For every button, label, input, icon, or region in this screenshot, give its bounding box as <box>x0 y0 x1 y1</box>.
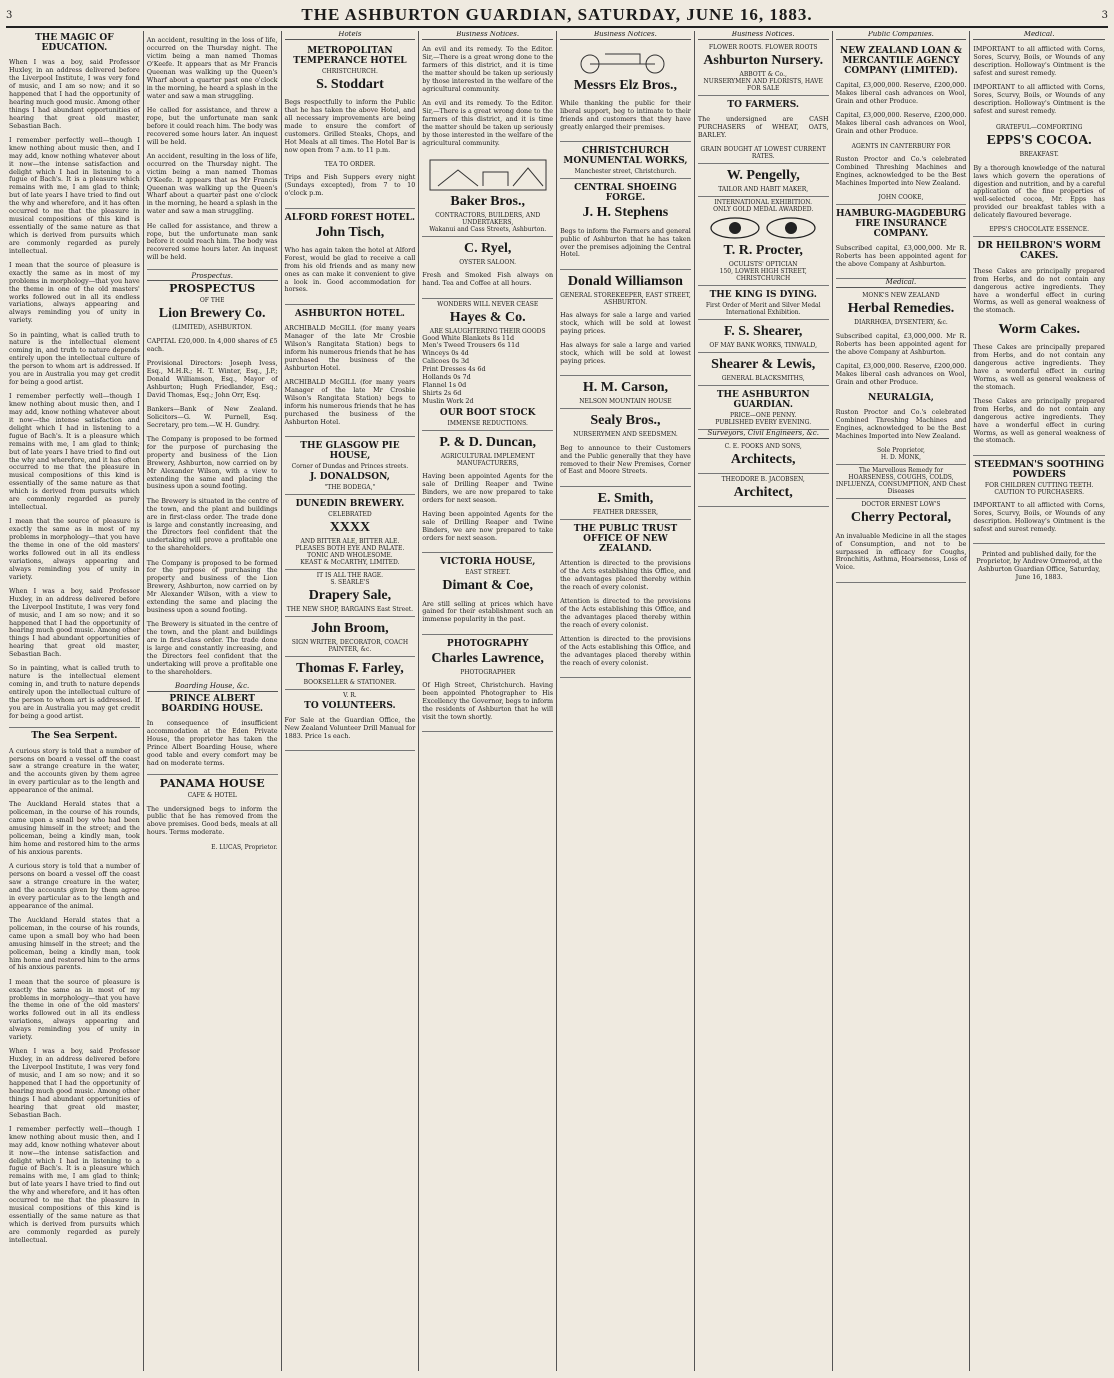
article-paragraph: The Brewery is situated in the centre of the town, and the plant and buildings are in first-class order. The trade done is large and constantly increasing, and the Directors feel confident that the undertaking will prove a profitable one to the shareholders. <box>146 496 278 553</box>
ad-sub: NURSERYMEN AND FLORISTS, HAVE FOR SALE <box>703 77 823 92</box>
ad-sub: PRICE—ONE PENNY. <box>730 412 797 420</box>
ad-sub: HOARSENESS, COUGHS, COLDS, INFLUENZA, CONSUMPTION, AND Chest Diseases <box>835 474 967 496</box>
ad-text: In consequence of insufficient accommodation at the Eden Private House, the proprietor has taken the Prince Albert Boarding House, where good table and every comfort may be had on moderate terms. <box>146 719 278 767</box>
ad-block <box>285 657 416 690</box>
column-1 <box>6 31 144 1371</box>
ad-block <box>836 42 967 205</box>
column-3 <box>282 31 420 1371</box>
column-6 <box>695 31 833 1371</box>
price-item: Good White Blankets 8s 11d <box>422 333 515 342</box>
ad-sub: ARE SLAUGHTERING THEIR GOODS <box>429 327 546 335</box>
ad-sub: PLEASES BOTH EYE AND PALATE. <box>295 544 405 552</box>
ad-title: STEEDMAN'S SOOTHING POWDERS <box>974 459 1105 480</box>
ad-block <box>560 409 691 486</box>
ad-block <box>973 456 1105 544</box>
ad-block <box>836 290 967 465</box>
ad-sub: EPPS'S CHOCOLATE ESSENCE. <box>989 226 1090 234</box>
ad-text: The undersigned begs to inform the public that he has removed from the above premises. Good beds, meals at all hours. Terms moderate. <box>146 804 278 837</box>
section-head: Medical. <box>973 31 1105 40</box>
column-8 <box>970 31 1108 1371</box>
ad-block <box>422 431 553 553</box>
ad-block <box>285 437 416 495</box>
column-5 <box>557 31 695 1371</box>
ad-sub: CONTRACTORS, BUILDERS, AND UNDERTAKERS, <box>435 211 541 226</box>
ad-title: NEW ZEALAND LOAN & MERCANTILE AGENCY COMPANY (LIMITED). <box>840 45 962 76</box>
ad-sub: EAST STREET. <box>465 569 511 577</box>
ad-text: Has always for sale a large and varied stock, which will be sold at lowest paying prices. <box>560 341 691 366</box>
ad-name: J. H. Stephens <box>582 205 669 221</box>
ad-block <box>698 286 829 320</box>
bankers: Bankers—Bank of New Zealand. Solicitors—G. W. Purnell, Esq. Secretary, pro tem.—W. H. Gundry. <box>146 404 278 429</box>
ad-sub: BREAKFAST. <box>1019 151 1059 159</box>
ad-sub: SIGN WRITER, DECORATOR, COACH PAINTER, &c. <box>291 638 409 653</box>
ad-sub: Manchester street, Christchurch. <box>574 168 677 176</box>
ad-name: Herbal Remedies. <box>847 301 955 317</box>
article-paragraph: When I was a boy, said Professor Huxley, in an address delivered before the Liverpool Institute, I was very fond of music, and I am so now; and it so happened that I had the opportunity of hearing much good music. Among other things I had abundant opportunities of hearing that great old master, Sebastian Bach. <box>9 1047 140 1119</box>
article-paragraph: IMPORTANT to all afflicted with Corns, Sores, Scurvy, Boils, or Wounds of any description. Holloway's Ointment is the safest and surest remedy. <box>973 45 1105 78</box>
building-engraving-icon <box>428 158 548 192</box>
ad-sub: CELEBRATED <box>328 510 372 518</box>
ad-text: By a thorough knowledge of the natural laws which govern the operations of digestion and nutrition, and by a careful application of the fine properties of well-selected cocoa, Mr. Epps has provided our breakfast tables with a delicately flavoured beverage. <box>973 163 1105 220</box>
ad-title: THE PUBLIC TRUST OFFICE OF NEW ZEALAND. <box>573 523 678 554</box>
ad-name: Architect, <box>733 485 793 501</box>
price-item: Calicoes 0s 3d <box>422 357 470 366</box>
ad-text: Are still selling at prices which have gained for their establishment such an immense popularity in the past. <box>422 599 554 624</box>
ad-text: These Cakes are principally prepared from Herbs, and do not contain any dangerous active ingredients. They have a wonderful effect in curing Worms, as well as general weakness of the stomach. <box>973 343 1105 391</box>
ad-title: THE GLASGOW PIE HOUSE, <box>300 440 400 461</box>
ad-text: ARCHIBALD McGILL (for many years Manager of the late Mr Crosbie Wilson's Rangitata Station) begs to inform his numerous friends that he has purchased the business of the Ashburton Hotel. <box>284 377 416 426</box>
article-title: THE MAGIC OF EDUCATION. <box>35 33 114 53</box>
article-paragraph: So in painting, what is called truth to nature is the intellectual element coming in, and truth to nature depends entirely upon the intellectual culture of the person to whom art is addressed. If you are in Australia you may get credit for being a good artist. <box>9 664 140 720</box>
ad-sub: AGENTS IN CANTERBURY FOR <box>851 142 951 150</box>
ad-name: Cherry Pectoral, <box>850 510 952 526</box>
ad-sub: OCULISTS' OPTICIAN <box>728 261 798 269</box>
ad-name: Dimant & Coe, <box>442 578 533 594</box>
ad-text: An invaluable Medicine in all the stages of Consumption, and not to be surpassed in efficacy for Coughs, Bronchitis, Asthma, Hoarseness, Loss of Voice. <box>835 531 967 572</box>
ad-block <box>285 495 416 570</box>
ad-text: Capital, £3,000,000. Reserve, £200,000. Makes liberal cash advances on Wool, Grain and other Produce. <box>835 111 967 136</box>
ad-title: PANAMA HOUSE <box>159 777 265 791</box>
ad-sub: DIARRHŒA, DYSENTERY, &c. <box>854 319 948 327</box>
ad-sub: INTERNATIONAL EXHIBITION. <box>714 199 813 207</box>
article-paragraph: An accident, resulting in the loss of life, occurred on the Thursday night. The victim being a man named Thomas O'Keefe. It appears that as Mr Francis Queenan was walking up the Queen's Wharf about a quarter past one o'clock in the morning, he heard a splash in the water and saw a man struggling. <box>146 36 278 100</box>
section-head: Surveyors, Civil Engineers, &c. <box>698 430 829 439</box>
article-paragraph: So in painting, what is called truth to nature is the intellectual element coming in, and truth to nature depends entirely upon the intellectual culture of the person to whom art is addressed. If you are in Australia you may get credit for being a good artist. <box>9 330 140 386</box>
article-paragraph: An evil and its remedy. To the Editor. Sir,—There is a great wrong done to the farmers of this district, and it is time the matter should be taken up seriously by those interested in the welfare of the agricultural community. <box>422 45 554 93</box>
article-paragraph: He called for assistance, and threw a rope, but the unfortunate man sank before it could reach him. The body was recovered some hours later. An inquest will be held. <box>146 221 278 262</box>
ad-title: HAMBURG-MAGDEBURG FIRE INSURANCE COMPANY. <box>836 208 966 239</box>
ad-sub: CHRISTCHURCH. <box>321 67 378 75</box>
ad-block <box>285 305 416 437</box>
ad-sub: "THE BODEGA," <box>324 483 376 491</box>
article-paragraph: IMPORTANT to all afflicted with Corns, Sores, Scurvy, Boils, or Wounds of any description. Holloway's Ointment is the safest and surest remedy. <box>973 83 1105 116</box>
ad-block <box>422 553 553 635</box>
directors: Provisional Directors: Joseph Ivess, Esq., M.H.R.; H. T. Winter, Esq., J.P.; Donald Williamson, Esq., Mayor of Ashburton; Hugh Friedlander, Esq.; David Thomas, Esq.; John Orr, Esq. <box>146 359 278 399</box>
ad-title: OUR BOOT STOCK <box>439 407 536 418</box>
ad-block <box>285 42 416 209</box>
ad-block <box>560 487 691 520</box>
company-name: Lion Brewery Co. <box>158 306 266 322</box>
ad-block <box>422 237 553 299</box>
ad-sub: ABBOTT & Co., <box>739 70 787 78</box>
article-paragraph: An accident, resulting in the loss of life, occurred on the Thursday night. The victim being a man named Thomas O'Keefe. It appears that as Mr Francis Queenan was walking up the Queen's Wharf about a quarter past one o'clock in the morning, he heard a splash in the water and saw a man struggling. <box>146 151 278 216</box>
ad-text: These Cakes are principally prepared from Herbs, and do not contain any dangerous active ingredients. They have a wonderful effect in curing Worms, as well as general weakness of the stomach. <box>973 396 1105 445</box>
ad-text: Having been appointed Agents for the sale of Drilling Reaper and Twine Binders, we are now prepared to take orders for next season. <box>422 472 554 504</box>
ad-name: Worm Cakes. <box>998 321 1081 337</box>
ad-title: DR HEILBRON'S WORM CAKES. <box>977 241 1101 262</box>
ad-title: TO VOLUNTEERS. <box>304 700 396 711</box>
ad-block <box>698 197 829 286</box>
ad-sub: C. E. FOOKS AND SONS, <box>724 443 802 451</box>
ad-name: E. Smith, <box>597 490 654 506</box>
ad-name: W. Pengelly, <box>726 168 800 184</box>
ad-text: Beg to announce to their Customers and the Public generally that they have removed to their New Premises, Corner of East and Moore Streets. <box>560 443 691 476</box>
ad-sub: FOR CHILDREN CUTTING TEETH. <box>984 481 1094 489</box>
column-4 <box>419 31 557 1371</box>
ad-title: TO FARMERS. <box>727 99 800 110</box>
ad-title: ALFORD FOREST HOTEL. <box>284 212 416 223</box>
ad-text: These Cakes are principally prepared from Herbs, and do not contain any dangerous active ingredients. They have a wonderful effect in curing Worms, as well as general weakness of the stomach. <box>973 266 1105 315</box>
ad-sub: WONDERS WILL NEVER CEASE <box>437 300 539 308</box>
ad-sub: NELSON MOUNTAIN HOUSE <box>579 398 672 406</box>
ad-text: Trips and Fish Suppers every night (Sundays excepted), from 7 to 10 o'clock p.m. <box>284 173 416 198</box>
section-head: Business Notices. <box>422 31 553 40</box>
ad-name: J. DONALDSON, <box>309 471 390 482</box>
imprint: Printed and published daily, for the Proprietor, by Andrew Ormerod, at the Ashburton Guardian Office, Saturday, June 16, 1883. <box>976 549 1103 582</box>
article-paragraph: I remember perfectly well—though I knew nothing about music then, and I may add, know nothing whatever about it now—the intense satisfaction and delight which I had in listening to a fugue of Bach's. It is a pleasure which remains with me, I am glad to think; but of late years I have tried to find out the why and wherefore, and it has often occurred to me that the pleasure in musical compositions of this kind is essentially of the same nature as that which is derived from pursuits which are commonly regarded as purely intellectual. <box>9 1124 140 1244</box>
article-paragraph: I mean that the source of pleasure is exactly the same as in most of my problems in morphology—that you have the theme in one of the old masters' works followed out in all its endless variations, always appearing and always reminding you of unity in variety. <box>9 977 140 1042</box>
section-head: Medical. <box>836 279 967 288</box>
column-2 <box>144 31 282 1371</box>
masthead <box>6 4 1108 28</box>
ad-sub: Corner of Dundas and Princes streets. <box>291 462 409 470</box>
ad-name: Baker Bros., <box>450 193 525 209</box>
ad-block <box>560 270 691 377</box>
ad-block <box>285 690 416 752</box>
ad-title: THE KING IS DYING. <box>709 290 817 301</box>
divider <box>147 774 278 775</box>
ad-title: PHOTOGRAPHY <box>446 638 529 649</box>
ad-sub: PHOTOGRAPHER <box>460 668 516 676</box>
price-list <box>422 335 553 406</box>
ad-block <box>836 465 967 499</box>
ad-sub: FLOWER ROOTS. FLOWER ROOTS <box>708 43 818 51</box>
article-paragraph: I mean that the source of pleasure is exactly the same as in most of my problems in morphology—that you have the theme in one of the old masters' works followed out in all its endless variations, always appearing and always reminding you of unity in variety. <box>9 260 140 325</box>
ad-sub: CAFE & HOTEL <box>187 792 237 800</box>
section-head: Hotels <box>285 31 416 40</box>
ad-sub: H. D. MONK, <box>880 454 922 462</box>
section-head: Boarding House, &c. <box>147 683 278 692</box>
ad-name: John Broom, <box>311 620 389 636</box>
ad-text: For Sale at the Guardian Office, the New Zealand Volunteer Drill Manual for 1883. Price 1s each. <box>284 716 416 740</box>
newspaper-title: THE ASHBURTON GUARDIAN, SATURDAY, JUNE 16, 1883. <box>301 5 813 24</box>
ad-sub: THE NEW SHOP, BARGAINS East Street. <box>286 605 414 613</box>
price-item: Flannel 1s 0d <box>422 380 467 389</box>
ad-block <box>698 441 829 474</box>
ad-text: Attention is directed to the provisions of the Acts establishing this Office, and the advantages placed thereby within the reach of every colonist. <box>560 635 691 667</box>
ad-sub: TONIC AND WHOLESOME. <box>307 551 393 559</box>
article-paragraph: When I was a boy, said Professor Huxley, in an address delivered before the Liverpool Institute, I was very fond of music, and I am so now; and it so happened that I had the opportunity of hearing much good music. Among other things I had abundant opportunities of hearing that great old master, Sebastian Bach. <box>9 58 140 130</box>
ad-sub: OF MAY BANK WORKS, TINWALD, <box>709 342 817 350</box>
page-number-right: 3 <box>1101 9 1108 21</box>
ad-name: T. R. Procter, <box>723 243 803 259</box>
ad-block <box>422 299 553 431</box>
ad-sub: CAUTION TO PURCHASERS. <box>994 488 1085 496</box>
article-paragraph: The Company is proposed to be formed for the purpose of purchasing the property and business of the Lion Brewery, Ashburton, now carried on by Mr Alexander Wilson, with a view to extending the same and placing the business upon a sound footing. <box>146 435 278 491</box>
ad-sub: DOCTOR ERNEST LOW'S <box>861 501 941 509</box>
ad-sub: GENERAL BLACKSMITHS, <box>721 375 805 383</box>
ad-name: P. & D. Duncan, <box>439 434 537 450</box>
article-paragraph: I remember perfectly well—though I knew nothing about music then, and I may add, know nothing whatever about it now—the intense satisfaction and delight which I had in listening to a fugue of Bach's. It is a pleasure which remains with me, I am glad to think; but of late years I have tried to find out the why and wherefore, and it has often occurred to me that the pleasure in musical compositions of this kind is essentially of the same nature as that which is derived from pursuits which are commonly regarded as purely intellectual. <box>9 392 140 511</box>
ad-name: John Tisch, <box>315 224 385 240</box>
ad-name: H. M. Carson, <box>582 380 669 396</box>
ad-title: METROPOLITAN TEMPERANCE HOTEL <box>293 45 407 66</box>
machinery-engraving-icon <box>565 46 685 76</box>
ad-name: Drapery Sale, <box>308 587 392 603</box>
article-paragraph: I remember perfectly well—though I knew nothing about music then, and I may add, know nothing whatever about it now—the intense satisfaction and delight which I had in listening to a fugue of Bach's. It is a pleasure which remains with me, I am glad to think; but of late years I have tried to find out the why and wherefore, and it has often occurred to me that the pleasure in musical compositions of this kind is essentially of the same nature as that which is derived from pursuits which are commonly regarded as purely intellectual. <box>9 135 140 255</box>
ad-sub: Wakanui and Cass Streets, Ashburton. <box>429 225 547 233</box>
ad-block <box>560 520 691 678</box>
ad-sub: KEAST & McCARTHY, LIMITED. <box>300 558 400 566</box>
ad-text: Subscribed capital, £3,000,000. Mr R. Roberts has been appointed agent for the above Company at Ashburton. <box>835 331 967 356</box>
ad-block <box>285 617 416 657</box>
ad-title: CENTRAL SHOEING FORGE. <box>574 183 677 204</box>
ad-block <box>285 209 416 305</box>
ad-block <box>698 96 829 165</box>
columns <box>6 31 1108 1371</box>
ad-block <box>560 179 691 269</box>
ad-title: PRINCE ALBERT BOARDING HOUSE. <box>161 693 264 714</box>
divider <box>9 727 140 728</box>
article-paragraph: A curious story is told that a number of persons on board a vessel off the coast saw a strange creature in the water, and the accounts given by them agree in every particular as to the length and appearance of the animal. <box>9 746 140 795</box>
ad-sub: AND BITTER ALE, BITTER ALE. <box>300 537 400 545</box>
ad-sub: BOOKSELLER & STATIONER. <box>303 678 397 686</box>
ad-block <box>698 320 829 353</box>
prospectus-title: PROSPECTUS <box>169 282 256 296</box>
ad-text: Subscribed capital, £3,000,000. Mr R. Roberts has been appointed agent for the above Company at Ashburton. <box>835 244 967 269</box>
ad-text: IMPORTANT to all afflicted with Corns, Sores, Scurvy, Boils, or Wounds of any description. Holloway's Ointment is the safest and surest remedy. <box>973 501 1105 533</box>
ad-block <box>560 376 691 409</box>
article-paragraph: An evil and its remedy. To the Editor. Sir,—There is a great wrong done to the farmers of this district, and it is time the matter should be taken up seriously by those interested in the welfare of the agricultural community. <box>422 99 554 147</box>
ad-sub: GENERAL STOREKEEPER, EAST STREET, ASHBURTON. <box>560 291 691 306</box>
price-item: Muslin Work 2d <box>422 396 474 405</box>
ad-sub: IMMENSE REDUCTIONS. <box>447 419 528 427</box>
ad-sub: S. SEARLE'S <box>330 578 370 586</box>
article-paragraph: When I was a boy, said Professor Huxley, in an address delivered before the Liverpool Institute, I was very fond of music, and I am so now; and it so happened that I had the opportunity of hearing much good music. Among other things I had abundant opportunities of hearing that great old master, Sebastian Bach. <box>9 586 140 659</box>
ad-sub: MONK'S NEW ZEALAND <box>862 292 940 300</box>
ad-block <box>698 386 829 430</box>
ad-title: VICTORIA HOUSE, <box>439 557 536 568</box>
ad-title: CHRISTCHURCH MONUMENTAL WORKS, <box>563 146 688 167</box>
ad-text: Attention is directed to the provisions of the Acts establishing this Office, and the advantages placed thereby within the reach of every colonist. <box>560 559 691 591</box>
ad-sub: ONLY GOLD MEDAL AWARDED. <box>713 206 814 214</box>
price-item: Men's Tweed Trousers 6s 11d <box>422 341 520 350</box>
ad-text: Ruston Proctor and Co.'s celebrated Combined Threshing Machines and Engines, acknowledged to be the Best Machines Imported into New Zealand. <box>835 154 967 187</box>
price-item: Shirts 2s 6d <box>422 388 462 397</box>
ad-block <box>422 635 553 732</box>
ad-block <box>836 205 967 280</box>
article-paragraph: I mean that the source of pleasure is exactly the same as in most of my problems in morphology—that you have the theme in one of the old masters' works followed out in all its endless variations, always appearing and always reminding you of unity in variety. <box>9 517 140 581</box>
ad-sub: AGRICULTURAL IMPLEMENT MANUFACTURERS, <box>440 452 535 467</box>
price-item: Winceys 0s 4d <box>422 349 469 358</box>
ad-block <box>698 353 829 386</box>
section-head: Business Notices. <box>698 31 829 40</box>
ad-text: Ruston Proctor and Co.'s celebrated Combined Threshing Machines and Engines, acknowledged to be the Best Machines Imported into New Zealand. <box>835 408 967 441</box>
ad-sub: PUBLISHED EVERY EVENING. <box>715 419 812 427</box>
ad-text: Attention is directed to the provisions of the Acts establishing this Office, and the advantages placed thereby within the reach of every colonist. <box>560 597 691 629</box>
ad-title: NEURALGIA, <box>868 392 934 403</box>
ad-sub: GRAIN BOUGHT AT LOWEST CURRENT RATES. <box>700 146 826 161</box>
ad-sub: First Order of Merit and Silver Medal International Exhibition. <box>705 302 821 317</box>
ad-text: Capital, £3,000,000. Reserve, £200,000. Makes liberal cash advances on Wool, Grain and other Produce. <box>835 361 967 386</box>
ad-name: Shearer & Lewis, <box>711 357 816 373</box>
company-sub: (LIMITED), ASHBURTON. <box>172 324 253 332</box>
section-head: Business Notices. <box>560 31 691 40</box>
section-head: Public Companies. <box>836 31 967 40</box>
ad-text: ARCHIBALD McGILL (for many years Manager of the late Mr Crosbie Wilson's Rangitata Station) begs to inform his numerous friends that he has purchased the business of the Ashburton Hotel. <box>284 324 416 372</box>
ad-sub: NURSERYMEN AND SEEDSMEN. <box>573 431 678 439</box>
ad-text: Begs to inform the Farmers and general public of Ashburton that he has taken over the premises adjoining the Central Hotel. <box>560 226 691 259</box>
section-head: Prospectus. <box>147 273 278 282</box>
ad-name: EPPS'S COCOA. <box>986 133 1092 149</box>
ad-sub: TAILOR AND HABIT MAKER, <box>718 186 809 194</box>
price-item: Hollands 0s 7d <box>422 373 471 382</box>
article-paragraph: The Company is proposed to be formed for the purpose of purchasing the property and business of the Lion Brewery, Ashburton, now carried on by Mr Alexander Wilson, with a view to extending the same and placing the business upon a sound footing. <box>146 558 278 614</box>
article-paragraph: The Auckland Herald states that a policeman, in the course of his rounds, came upon a small boy who had been amusing himself in the street; and the policeman, being a kindly man, took him home and restored him to the arms of his anxious parents. <box>9 915 140 972</box>
article-paragraph: A curious story is told that a number of persons on board a vessel off the coast saw a strange creature in the water, and the accounts given by them agree in every particular as to the length and appearance of the animal. <box>9 862 140 910</box>
price-item: Print Dresses 4s 6d <box>422 365 486 374</box>
ad-block <box>422 154 553 237</box>
ad-block <box>560 42 691 142</box>
article-paragraph: The Brewery is situated in the centre of the town, and the plant and buildings are in first-class order. The trade done is large and constantly increasing, and the Directors feel confident that the undertaking will prove a profitable one to the shareholders. <box>146 620 278 676</box>
article-paragraph: He called for assistance, and threw a rope, but the unfortunate man sank before it could reach him. The body was recovered some hours later. An inquest will be held. <box>146 106 278 146</box>
ad-title: THE ASHBURTON GUARDIAN. <box>716 390 810 411</box>
ad-name: F. S. Shearer, <box>723 324 803 340</box>
ad-block <box>973 122 1105 237</box>
ad-text: Begs respectfully to inform the Public that he has taken the above Hotel, and all necessary improvements are being made to ensure the comfort of customers. Grilled Steaks, Chops, and Hot Meals at all times. The Hotel Bar is now open from 7 a.m. to 11 p.m. <box>284 98 416 154</box>
ad-text: Having been appointed Agents for the sale of Drilling Reaper and Twine Binders, we are now prepared to take orders for next season. <box>422 510 554 542</box>
ad-text: The undersigned are CASH PURCHASERS of WHEAT, OATS, BARLEY. <box>697 115 829 140</box>
ad-name: C. Ryel, <box>464 240 512 256</box>
ad-sub: JOHN COOKE, <box>878 193 924 201</box>
ad-sub: V. R. <box>343 691 357 699</box>
ad-name: Donald Williamson <box>567 273 683 289</box>
ad-sub: 150, LOWER HIGH STREET, CHRISTCHURCH <box>719 268 807 283</box>
divider <box>147 269 278 270</box>
ad-text: Of High Street, Christchurch. Having been appointed Photographer to His Excellency the Governor, begs to inform the residents of Ashburton that he will visit the town shortly. <box>422 681 554 721</box>
ad-text: Capital, £3,000,000. Reserve, £200,000. Makes liberal cash advances on Wool, Grain and other Produce. <box>835 81 967 106</box>
ad-title: ASHBURTON HOTEL. <box>294 308 405 319</box>
ad-name: Architects, <box>730 452 796 468</box>
ad-name: Hayes & Co. <box>449 309 526 325</box>
article-title: The Sea Serpent. <box>31 731 118 742</box>
ad-block <box>973 237 1105 455</box>
ad-block <box>698 164 829 197</box>
ad-block <box>698 42 829 96</box>
ad-name: Charles Lawrence, <box>431 650 544 666</box>
ad-signature: E. LUCAS, Proprietor. <box>211 843 278 851</box>
ad-name: Messrs Elz Bros., <box>573 77 678 93</box>
ad-block <box>836 499 967 582</box>
article-paragraph: The Auckland Herald states that a policeman, in the course of his rounds, came upon a small boy who had been amusing himself in the street; and the policeman, being a kindly man, took him home and restored him to the arms of his anxious parents. <box>9 800 140 856</box>
ad-name: XXXX <box>329 519 371 535</box>
ad-sub: GRATEFUL—COMFORTING <box>995 124 1083 132</box>
ad-sub: TEA TO ORDER. <box>324 161 376 169</box>
ad-sub: FEATHER DRESSER, <box>592 508 659 516</box>
ad-block <box>698 474 829 507</box>
ad-sub: IT IS ALL THE RAGE. <box>316 571 384 579</box>
ad-text: Fresh and Smoked Fish always on hand. Tea and Coffee at all hours. <box>422 271 554 288</box>
ad-title: DUNEDIN BREWERY. <box>295 498 405 509</box>
ad-sub: OYSTER SALOON. <box>459 258 517 266</box>
ad-block <box>560 142 691 179</box>
ad-sub: Sole Proprietor, <box>877 447 925 455</box>
page-number: 3 <box>6 9 13 21</box>
eyes-engraving-icon <box>703 215 823 241</box>
ad-sub: THEODORE B. JACOBSEN, <box>721 476 805 484</box>
ad-text: While thanking the public for their liberal support, beg to intimate to their friends and customers that they have greatly enlarged their premises. <box>560 99 691 132</box>
capital: CAPITAL £20,000. In 4,000 shares of £5 each. <box>146 336 278 353</box>
ad-name: Ashburton Nursery. <box>703 52 824 68</box>
ad-sub: The Marvellous Remedy for <box>858 467 944 475</box>
column-7 <box>833 31 971 1371</box>
ad-text: Has always for sale a large and varied stock, which will be sold at lowest paying prices. <box>560 311 691 335</box>
prospectus-sub: OF THE <box>199 297 225 305</box>
ad-name: Thomas F. Farley, <box>296 660 404 676</box>
ad-name: Sealy Bros., <box>590 413 661 429</box>
ad-name: S. Stoddart <box>316 76 384 92</box>
ad-block <box>285 570 416 617</box>
ad-text: Who has again taken the hotel at Alford Forest, would be glad to receive a call from his old friends and as many new ones as can make it convenient to give a look in. Good accommodation for horses. <box>284 245 416 294</box>
